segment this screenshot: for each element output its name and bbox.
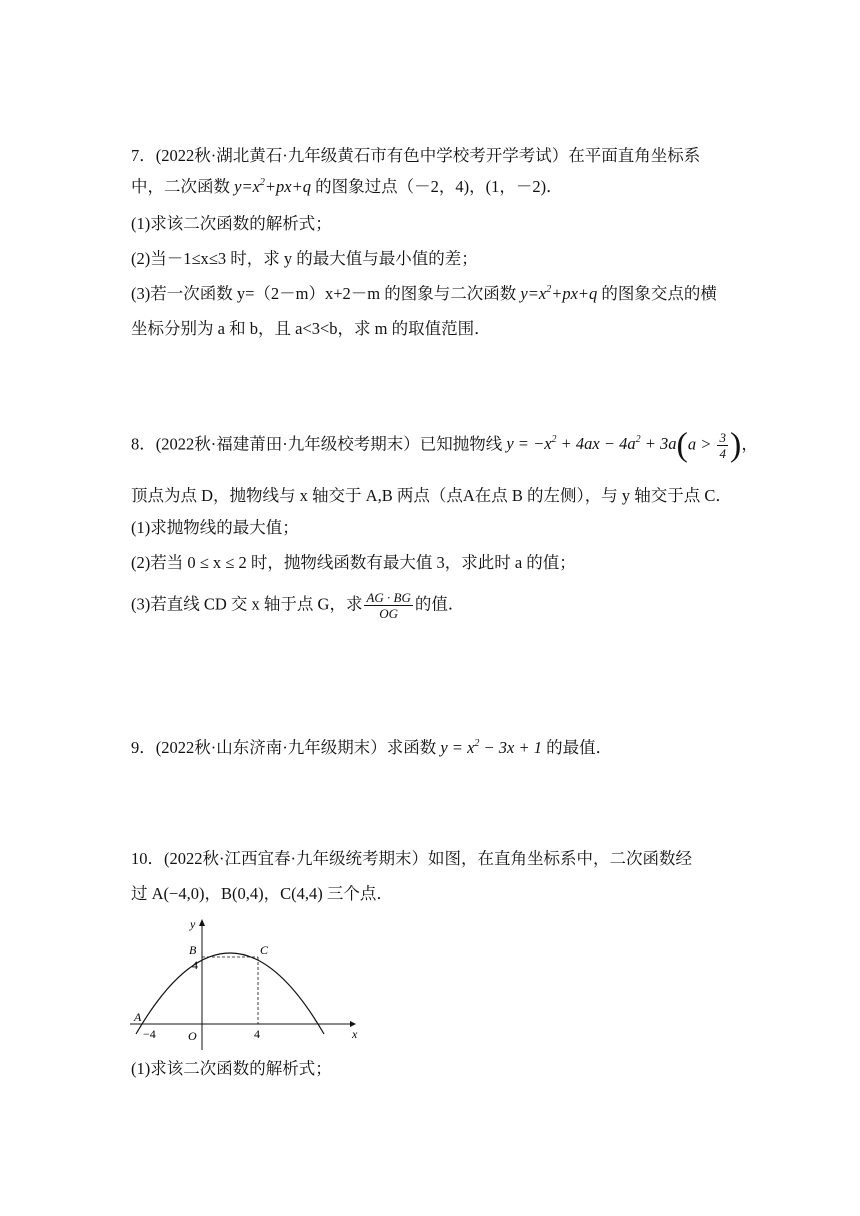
q8-paren-open: ( <box>676 426 688 464</box>
q7-line2 <box>131 175 563 199</box>
q9-line1-b: 的最值． <box>541 738 613 757</box>
q8-line1: 8．(2022秋·福建莆田·九年级校考期末）已知抛物线 $y = -x^2 + 4ax - 4a^2 + 3a(a$ > $\frac{3}{4}$ )， <box>131 426 758 464</box>
q8-fraction-den: 4 <box>719 446 726 461</box>
q8-line2: 顶点为点 D，抛物线与 x 轴交于 A,B 两点（点A在点 B 的左侧），与 y 轴交于点 C． <box>131 486 732 505</box>
q7-part2: (2)当－1≤x≤3 时，求 y 的最大值与最小值的差； <box>131 249 478 268</box>
q7-function-2: $y=x^2+px+q$ <box>520 283 598 303</box>
point-c-label: C <box>260 943 269 957</box>
q10-graph <box>130 912 362 1054</box>
q9-function: $y = x^2 - 3x + 1$ <box>440 737 542 757</box>
q10-line1: 10．(2022秋·江西宜春·九年级统考期末）如图，在直角坐标系中，二次函数经 <box>131 849 692 868</box>
q7-part3-b: 的图象交点的横 <box>597 284 717 303</box>
q7-part1: (1)求该二次函数的解析式； <box>131 214 332 233</box>
q8-fraction-num: 3 <box>719 430 726 445</box>
q8-line1-a: 8．(2022秋·福建莆田·九年级校考期末）已知抛物线 <box>131 434 507 454</box>
y-axis-label: y <box>190 917 196 931</box>
q7-line1: 7．(2022秋·湖北黄石·九年级黄石市有色中学校考开学考试）在平面直角坐标系 <box>131 146 701 165</box>
q7-part3-line1 <box>131 282 717 306</box>
q7-part3-line2: 坐标分别为 a 和 b，且 a<3<b，求 m 的取值范围． <box>131 319 491 338</box>
tick-neg4: −4 <box>143 1027 156 1041</box>
q8-fraction <box>717 430 728 461</box>
q7-line2-a: 中，二次函数 <box>131 177 235 196</box>
q8-paren-close: ) <box>729 426 742 464</box>
q7-part3-a: (3)若一次函数 y=（2－m）x+2－m 的图象与二次函数 <box>131 284 521 303</box>
tick-y4: 4 <box>192 958 198 972</box>
parabola-curve <box>136 953 324 1034</box>
q8-condition: a > <box>687 434 716 454</box>
q7-function: $y=x^2+px+q$ <box>234 176 311 196</box>
q7-line2-b: 的图象过点（－2，4)，(1，－2)． <box>311 177 563 196</box>
y-axis-arrow-icon <box>199 919 205 926</box>
tick-x4: 4 <box>254 1027 260 1041</box>
point-a-label: A <box>134 1010 142 1024</box>
q8-part3-num: AG · BG <box>366 590 411 605</box>
x-axis-label: x <box>352 1027 358 1041</box>
q8-part3-a: (3)若直线 CD 交 x 轴于点 G，求 <box>131 594 363 614</box>
q9-line1-a: 9．(2022秋·山东济南·九年级期末）求函数 <box>131 738 441 757</box>
q10-line2: 过 A(−4,0)，B(0,4)，C(4,4) 三个点． <box>131 884 393 903</box>
q8-part2: (2)若当 0 ≤ x ≤ 2 时，抛物线函数有最大值 3，求此时 a 的值； <box>131 553 576 572</box>
q8-part3 <box>131 590 464 621</box>
origin-label: O <box>188 1029 197 1043</box>
q8-part3-den: OG <box>379 606 399 621</box>
q9-line1 <box>131 736 612 760</box>
q10-part1: (1)求该二次函数的解析式； <box>131 1059 332 1078</box>
q8-part3-fraction <box>364 590 412 621</box>
q8-parabola: $y = -x^2 + 4ax - 4a^2 + 3a$ <box>506 433 677 454</box>
q8-part3-b: 的值． <box>414 594 465 614</box>
q8-part1: (1)求抛物线的最大值； <box>131 518 299 537</box>
point-b-label: B <box>189 943 197 957</box>
